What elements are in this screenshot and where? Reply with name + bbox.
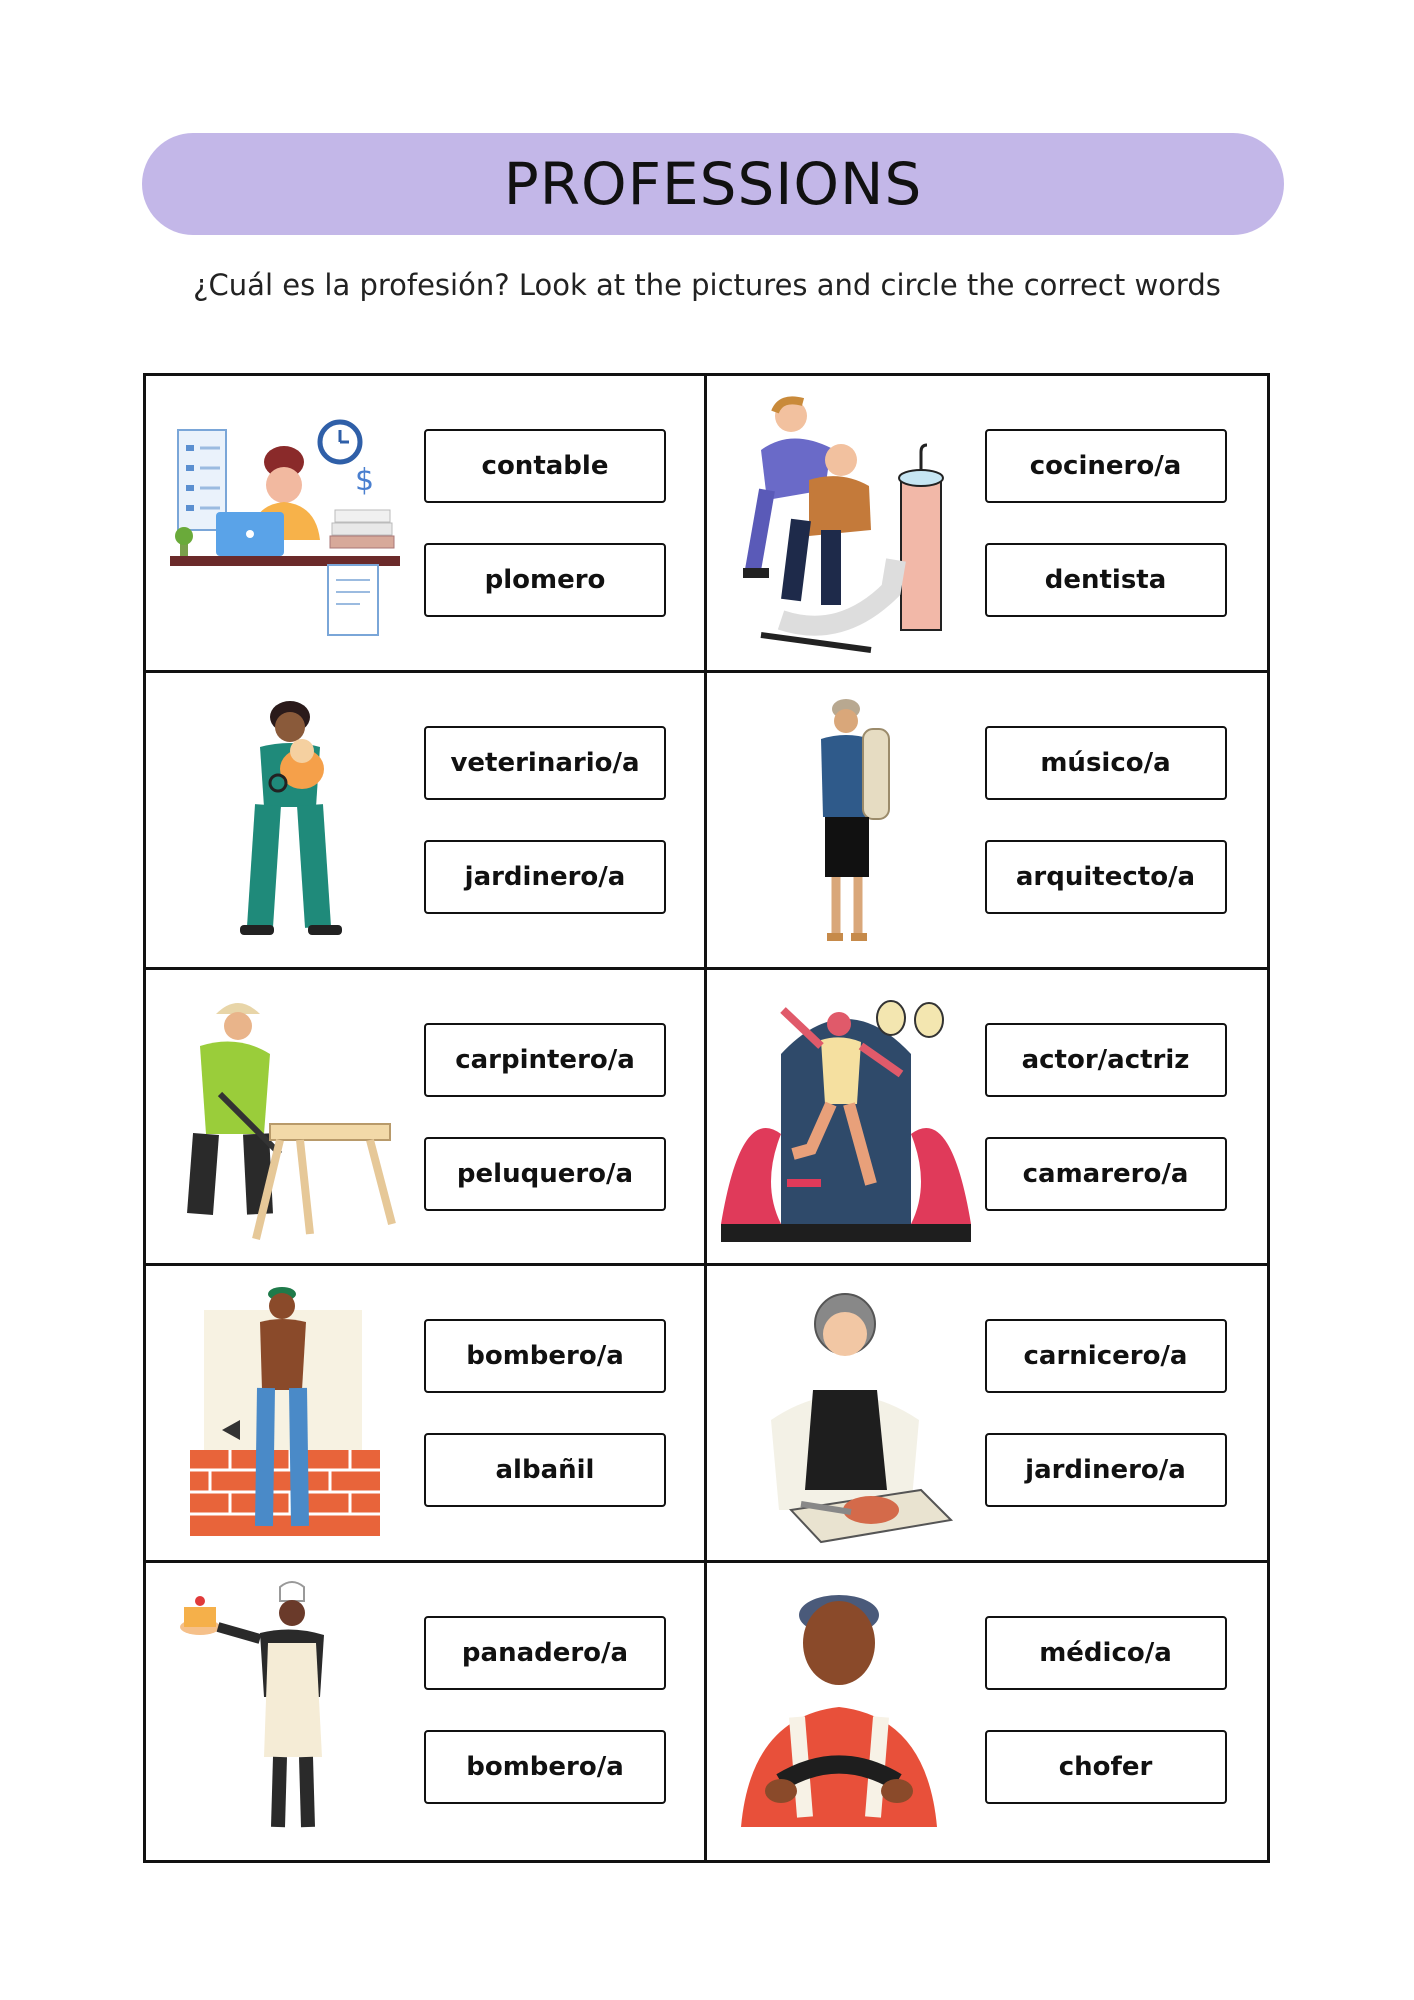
actor-illustration (721, 984, 971, 1250)
answer-option-camarero[interactable]: camarero/a (985, 1137, 1227, 1211)
answer-option-albanil[interactable]: albañil (424, 1433, 666, 1507)
page-title: PROFESSIONS (503, 150, 923, 218)
driver-illustration (721, 1577, 971, 1843)
answer-option-peluquero[interactable]: peluquero/a (424, 1137, 666, 1211)
answer-option-cocinero[interactable]: cocinero/a (985, 429, 1227, 503)
accountant-illustration (160, 390, 410, 656)
answer-option-actor[interactable]: actor/actriz (985, 1023, 1227, 1097)
answer-option-veterinario[interactable]: veterinario/a (424, 726, 666, 800)
answer-option-chofer[interactable]: chofer (985, 1730, 1227, 1804)
profession-card (146, 376, 707, 673)
profession-card (707, 376, 1268, 673)
answer-option-medico[interactable]: médico/a (985, 1616, 1227, 1690)
butcher-illustration (721, 1280, 971, 1546)
veterinarian-illustration (160, 687, 410, 953)
answer-option-jardinero[interactable]: jardinero/a (985, 1433, 1227, 1507)
answer-option-plomero[interactable]: plomero (424, 543, 666, 617)
carpenter-illustration (160, 984, 410, 1250)
professions-grid (143, 373, 1270, 1863)
profession-card (707, 970, 1268, 1267)
answer-option-contable[interactable]: contable (424, 429, 666, 503)
answer-option-panadero[interactable]: panadero/a (424, 1616, 666, 1690)
dentist-illustration (721, 390, 971, 656)
architect-illustration (721, 687, 971, 953)
answer-option-bombero[interactable]: bombero/a (424, 1319, 666, 1393)
answer-option-jardinero[interactable]: jardinero/a (424, 840, 666, 914)
answer-option-bombero[interactable]: bombero/a (424, 1730, 666, 1804)
profession-card (146, 1266, 707, 1563)
profession-card (707, 1266, 1268, 1563)
svg-text:$: $ (355, 463, 375, 498)
answer-option-carnicero[interactable]: carnicero/a (985, 1319, 1227, 1393)
profession-card (146, 970, 707, 1267)
profession-card (146, 1563, 707, 1860)
profession-card (707, 673, 1268, 970)
answer-option-dentista[interactable]: dentista (985, 543, 1227, 617)
answer-option-arquitecto[interactable]: arquitecto/a (985, 840, 1227, 914)
answer-option-carpintero[interactable]: carpintero/a (424, 1023, 666, 1097)
profession-card (146, 673, 707, 970)
title-banner (142, 133, 1284, 235)
answer-option-musico[interactable]: músico/a (985, 726, 1227, 800)
instructions: ¿Cuál es la profesión? Look at the pictures and circle the correct words (193, 268, 1221, 302)
bricklayer-illustration (160, 1280, 410, 1546)
profession-card (707, 1563, 1268, 1860)
baker-illustration (160, 1577, 410, 1843)
